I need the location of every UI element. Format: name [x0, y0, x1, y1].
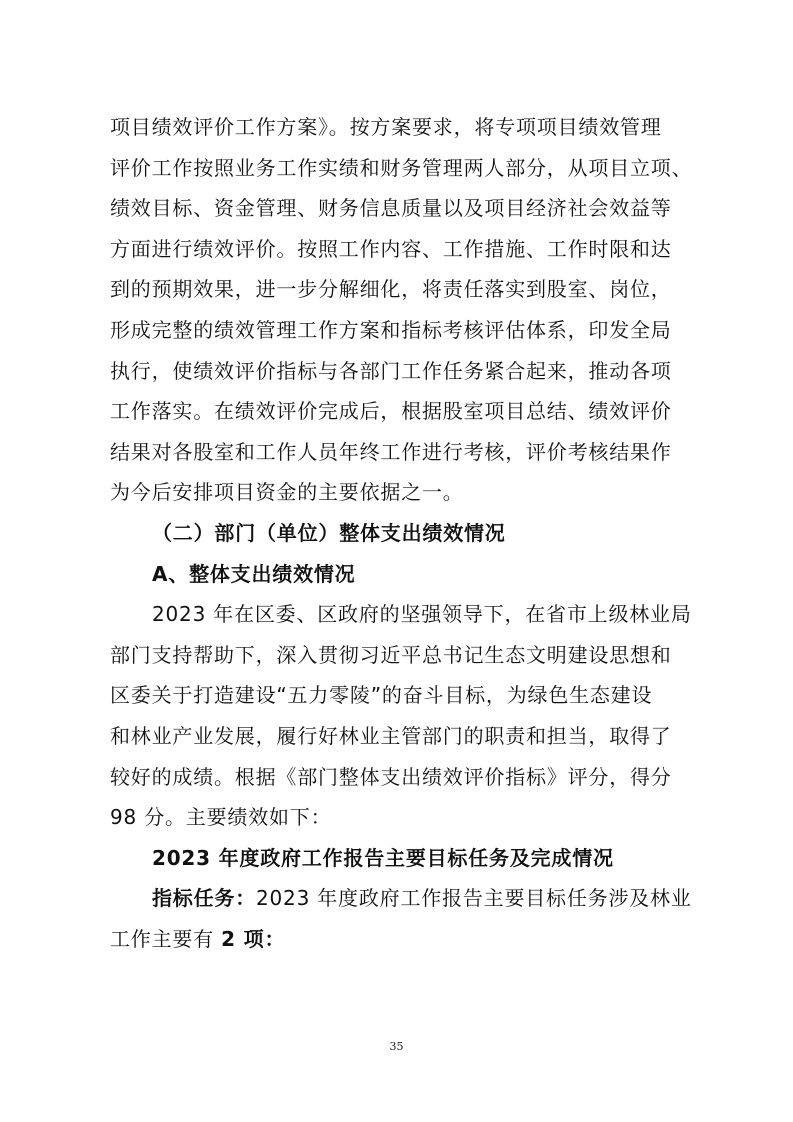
- paragraph-1-line-10: 为今后安排项目资金的主要依据之一。: [110, 480, 464, 505]
- paragraph-1-line-5: 到的预期效果，进一步分解细化，将责任落实到股室、岗位，: [110, 277, 672, 302]
- paragraph-3-line-1: [110, 878, 700, 919]
- paragraph-1-line-7: 执行，使绩效评价指标与各部门工作任务紧合起来，推动各项: [110, 358, 672, 383]
- paragraph-2-line-4: 和林业产业发展，履行好林业主管部门的职责和担当，取得了: [110, 723, 672, 748]
- paragraph-1-line-3: 绩效目标、资金管理、财务信息质量以及项目经济社会效益等: [110, 196, 672, 221]
- paragraph-2-line-3: 区委关于打造建设“五力零陵”的奋斗目标，为绿色生态建设: [110, 683, 653, 708]
- paragraph-1-line-9: 结果对各股室和工作人员年终工作进行考核，评价考核结果作: [110, 439, 672, 464]
- paragraph-1-line-8: 工作落实。在绩效评价完成后，根据股室项目总结、绩效评价: [110, 399, 672, 424]
- paragraph-1-line-4: 方面进行绩效评价。按照工作内容、工作措施、工作时限和达: [110, 236, 672, 261]
- section-heading: （二）部门（单位）整体支出绩效情况: [152, 520, 506, 545]
- page-number: 35: [389, 1040, 404, 1053]
- subsection-heading: A、整体支出绩效情况: [152, 561, 356, 586]
- task-count: 2 项：: [221, 926, 286, 951]
- report-heading: 2023 年度政府工作报告主要目标任务及完成情况: [152, 845, 614, 870]
- paragraph-3-line-2: [110, 919, 700, 960]
- paragraph-1-line-6: 形成完整的绩效管理工作方案和指标考核评估体系，印发全局: [110, 317, 672, 342]
- paragraph-2-line-6: 98 分。主要绩效如下：: [110, 805, 332, 830]
- indicator-task-label: 指标任务：: [152, 886, 256, 911]
- indicator-task-text: 2023 年度政府工作报告主要目标任务涉及林业: [256, 886, 692, 911]
- paragraph-2-line-1: 2023 年在区委、区政府的坚强领导下，在省市上级林业局: [152, 602, 692, 627]
- document-body: [110, 107, 700, 959]
- task-count-prefix: 工作主要有: [110, 926, 214, 951]
- paragraph-2-line-5: 较好的成绩。根据《部门整体支出绩效评价指标》评分，得分: [110, 764, 672, 789]
- paragraph-2-line-2: 部门支持帮助下，深入贯彻习近平总书记生态文明建设思想和: [110, 642, 672, 667]
- paragraph-1-line-2: 评价工作按照业务工作实绩和财务管理两人部分，从项目立项、: [110, 155, 693, 180]
- paragraph-1-line-1: 项目绩效评价工作方案》。按方案要求，将专项项目绩效管理: [110, 115, 662, 139]
